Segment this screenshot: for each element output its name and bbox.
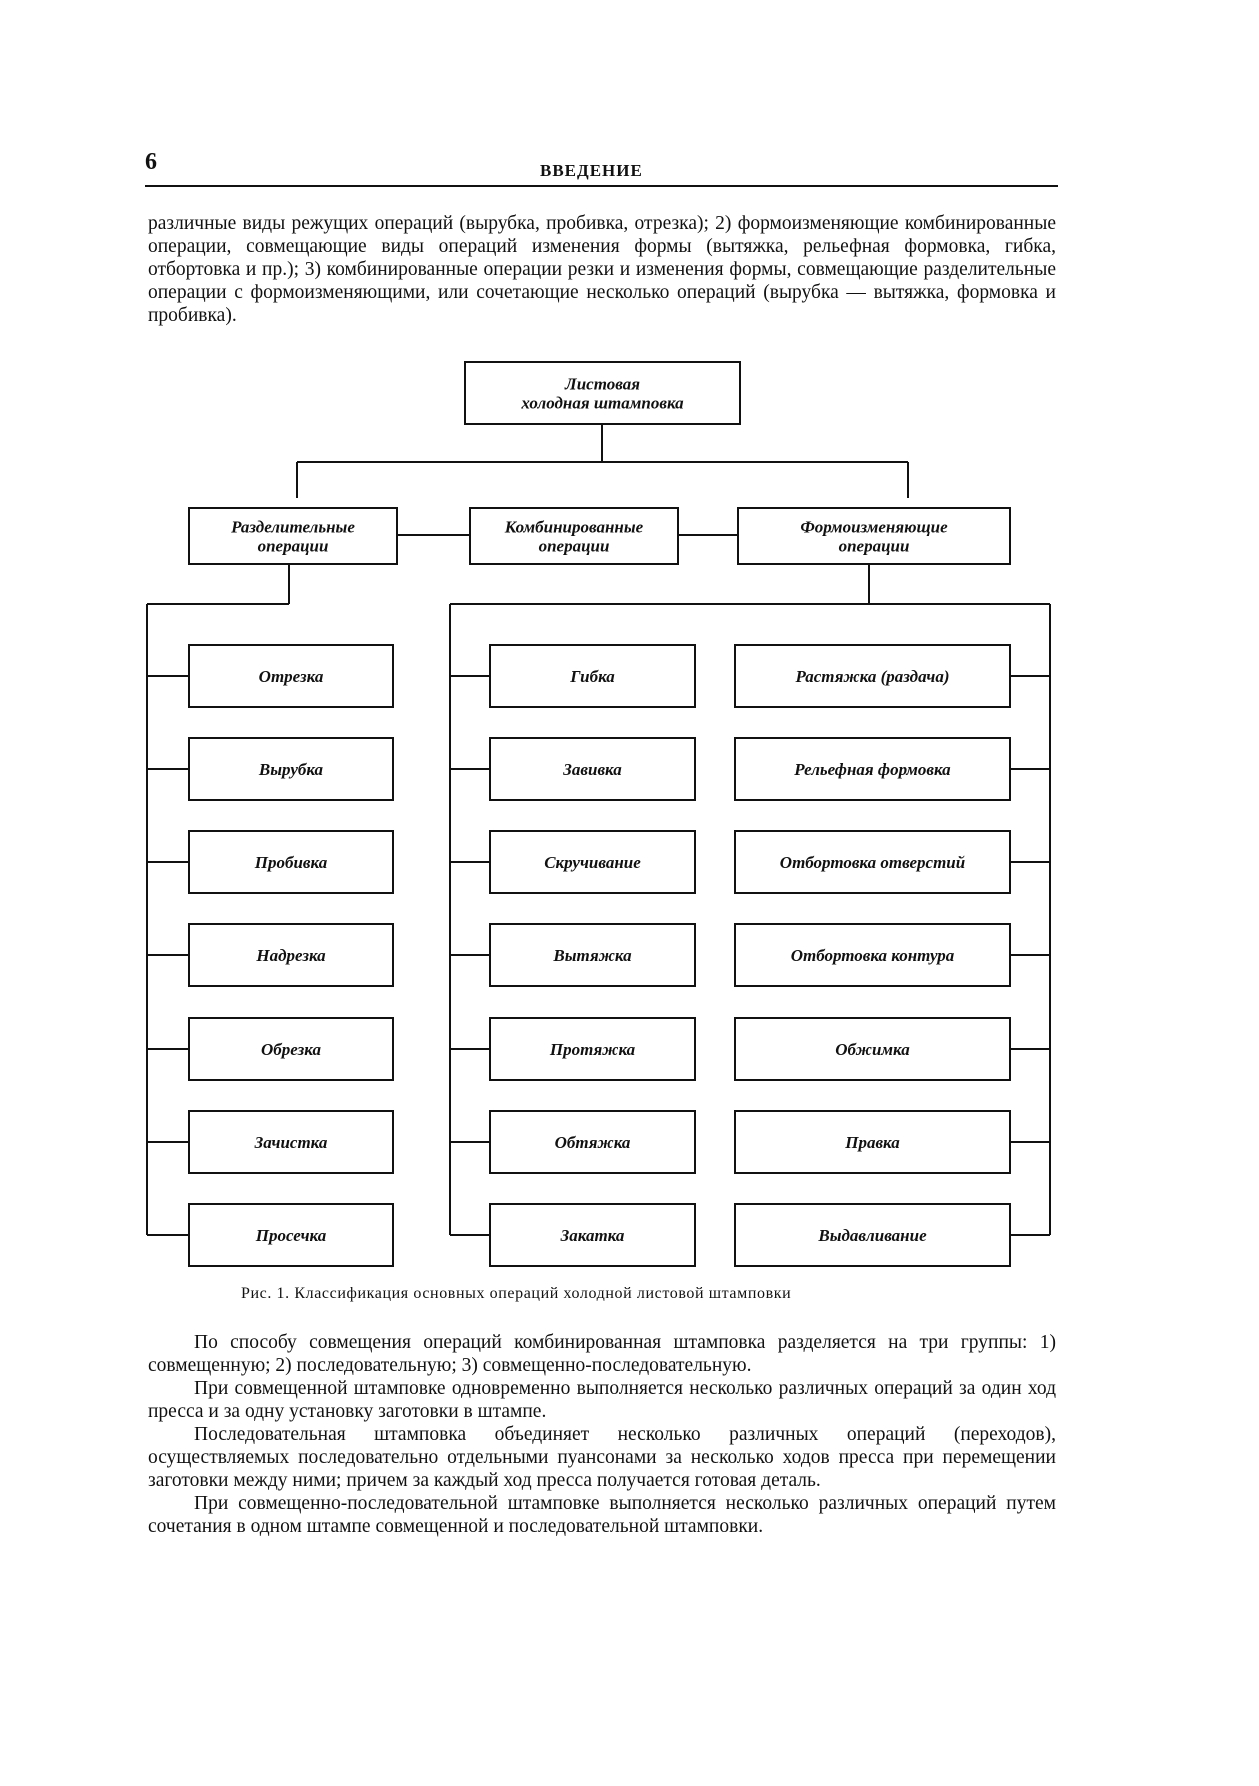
body-text (148, 1331, 1056, 1538)
body-paragraph: Последовательная штамповка объединяет несколько различных операций (переходов), осуществляемых последовательно отдельными пуансонами за несколько ходов пресса при перемещении заготовки между ними; причем за каждый ход пресса получается готовая деталь. (148, 1424, 1056, 1491)
figure-caption: Рис. 1. Классификация основных операций холодной листовой штамповки (241, 1285, 792, 1302)
separating-op-label: Надрезка (256, 946, 326, 965)
middle-op-label: Завивка (563, 760, 622, 779)
root-node-label: холодная штамповка (521, 393, 684, 413)
middle-op-label: Скручивание (544, 853, 641, 872)
group-combined-label: операции (538, 536, 610, 556)
right-op-label: Правка (845, 1133, 900, 1152)
group-separating-label: операции (257, 536, 329, 556)
group-separating-label: Разделительные (231, 517, 355, 537)
body-paragraph: При совмещенной штамповке одновременно выполняется несколько различных операций за один ход пресса и за одну установку заготовки в штампе. (148, 1378, 1056, 1422)
separating-op-label: Вырубка (258, 760, 324, 779)
right-op-label: Отбортовка отверстий (779, 853, 966, 872)
running-title: ВВЕДЕНИЕ (540, 161, 643, 180)
middle-op-label: Протяжка (549, 1040, 636, 1059)
right-op-label: Выдавливание (818, 1226, 927, 1245)
right-op-label: Отбортовка контура (790, 946, 955, 965)
separating-op-label: Обрезка (261, 1040, 321, 1059)
right-op-label: Рельефная формовка (794, 760, 951, 779)
body-paragraph: При совмещенно-последовательной штамповке выполняется несколько различных операций путем сочетания в одном штампе совмещенной и последовательной штамповки. (148, 1493, 1056, 1537)
body-paragraph: По способу совмещения операций комбинированная штамповка разделяется на три группы: 1) совмещенную; 2) последовательную; 3) совмещенно-последовательную. (148, 1332, 1056, 1376)
separating-op-label: Просечка (255, 1226, 327, 1245)
root-node-label: Листовая (565, 374, 640, 394)
intro-paragraph: различные виды режущих операций (вырубка, пробивка, отрезка); 2) формоизменяющие комбинированные операции, совмещающие виды операций изменения формы (вытяжка, рельефная формовка, гибка, отбортовка и пр.); 3) комбинированные операции резки и изменения формы, совмещающие разделительные операции с формоизменяющими, или сочетающие несколько операций (вырубка — вытяжка, формовка и пробивка). (148, 213, 1056, 326)
page-number: 6 (145, 149, 157, 175)
middle-op-label: Обтяжка (554, 1133, 631, 1152)
group-forming-label: операции (838, 536, 910, 556)
right-op-label: Обжимка (835, 1040, 910, 1059)
middle-op-label: Гибка (570, 667, 615, 686)
right-op-label: Растяжка (раздача) (795, 667, 950, 686)
middle-op-label: Вытяжка (553, 946, 632, 965)
group-forming-label: Формоизменяющие (800, 517, 948, 537)
middle-op-label: Закатка (560, 1226, 625, 1245)
separating-op-label: Отрезка (258, 667, 324, 686)
group-combined-label: Комбинированные (504, 517, 644, 537)
separating-op-label: Зачистка (254, 1133, 328, 1152)
separating-op-label: Пробивка (254, 853, 328, 872)
